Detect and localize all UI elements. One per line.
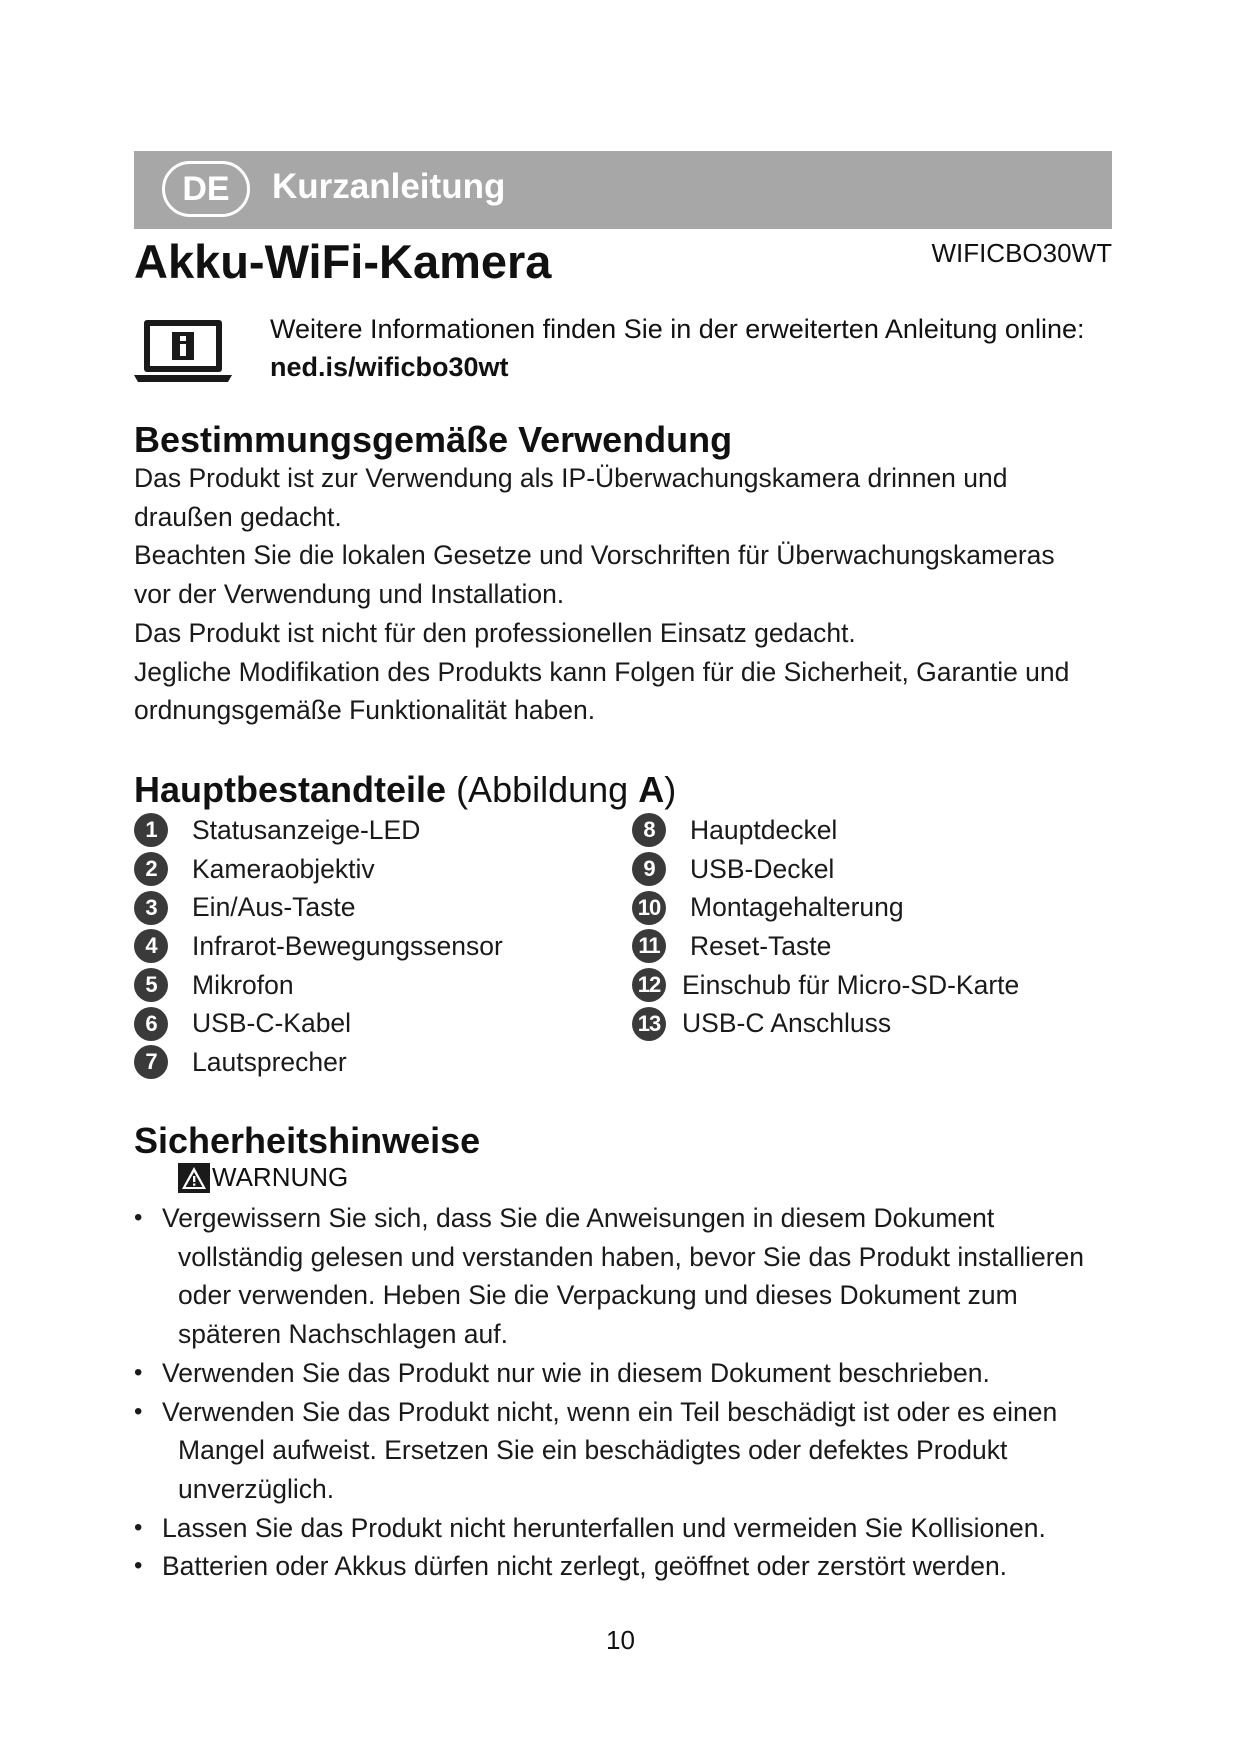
safety-bullet-list bbox=[134, 1199, 1124, 1586]
safety-bullet-text: • Batterien oder Akkus dürfen nicht zerlegt, geöffnet oder zerstört werden. bbox=[162, 1551, 1008, 1582]
laptop-info-icon bbox=[134, 318, 232, 384]
part-label: Mikrofon bbox=[192, 969, 294, 1000]
part-number-badge: 12 bbox=[632, 968, 666, 1002]
part-number-badge: 9 bbox=[632, 852, 666, 886]
part-number-badge: 11 bbox=[632, 929, 666, 963]
model-code: WIFICBO30WT bbox=[931, 238, 1112, 268]
part-item bbox=[632, 1004, 1019, 1043]
part-item bbox=[134, 850, 503, 889]
part-label: Statusanzeige-LED bbox=[192, 814, 421, 845]
info-url[interactable]: ned.is/wificbo30wt bbox=[270, 352, 509, 382]
safety-bullet bbox=[134, 1354, 1124, 1393]
part-item bbox=[632, 927, 1019, 966]
part-item bbox=[632, 966, 1019, 1005]
main-parts-heading bbox=[134, 769, 676, 811]
part-number-badge: 5 bbox=[134, 968, 168, 1002]
part-label: USB-C Anschluss bbox=[682, 1008, 892, 1039]
part-item bbox=[134, 811, 503, 850]
part-item bbox=[632, 850, 1019, 889]
part-label: Infrarot-Bewegungssensor bbox=[192, 930, 503, 961]
intended-use-paragraph: Beachten Sie die lokalen Gesetze und Vorschriften für Überwachungskameras vor der Verwendung und Installation. bbox=[134, 540, 1055, 610]
part-item bbox=[134, 1004, 503, 1043]
part-item bbox=[134, 888, 503, 927]
safety-bullet-text: • Verwenden Sie das Produkt nicht, wenn ein Teil beschädigt ist oder es einen Mangel aufweist. Ersetzen Sie ein beschädigtes oder defektes Produkt unverzüglich. bbox=[162, 1396, 1058, 1504]
part-number-badge: 4 bbox=[134, 929, 168, 963]
intended-use-heading: Bestimmungsgemäße Verwendung bbox=[134, 419, 733, 460]
part-number-badge: 7 bbox=[134, 1045, 168, 1079]
intended-use-paragraph: Das Produkt ist zur Verwendung als IP-Überwachungskamera drinnen und draußen gedacht. bbox=[134, 463, 1008, 532]
product-title: Akku-WiFi-Kamera bbox=[134, 235, 552, 288]
safety-bullet bbox=[134, 1199, 1124, 1354]
safety-bullet-text: • Vergewissern Sie sich, dass Sie die Anweisungen in diesem Dokument vollständig gelesen und verstanden haben, bevor Sie das Produkt installieren oder verwenden. Heben Sie die Verpackung und dieses Dokument zum späteren Nachschlagen auf. bbox=[162, 1203, 1085, 1350]
part-label: Lautsprecher bbox=[192, 1046, 347, 1077]
page-number: 10 bbox=[606, 1625, 635, 1655]
part-item bbox=[134, 966, 503, 1005]
intended-use-paragraph: Das Produkt ist nicht für den professionellen Einsatz gedacht. bbox=[134, 617, 856, 648]
info-text: Weitere Informationen finden Sie in der erweiterten Anleitung online: bbox=[270, 314, 1085, 344]
safety-bullet-text: • Lassen Sie das Produkt nicht herunterfallen und vermeiden Sie Kollisionen. bbox=[162, 1512, 1046, 1543]
part-item bbox=[632, 811, 1019, 850]
part-item bbox=[134, 1043, 503, 1082]
safety-bullet bbox=[134, 1547, 1124, 1586]
figure-ref-letter: A bbox=[638, 769, 665, 810]
safety-bullet bbox=[134, 1393, 1124, 1509]
part-number-badge: 1 bbox=[134, 813, 168, 847]
warning-line bbox=[178, 1162, 348, 1193]
safety-heading: Sicherheitshinweise bbox=[134, 1120, 481, 1161]
warning-label: WARNUNG bbox=[212, 1162, 349, 1192]
part-label: USB-C-Kabel bbox=[192, 1008, 352, 1039]
part-item bbox=[632, 888, 1019, 927]
intended-use-paragraph: Jegliche Modifikation des Produkts kann Folgen für die Sicherheit, Garantie und ordnungsgemäße Funktionalität haben. bbox=[134, 656, 1070, 726]
part-label: USB-Deckel bbox=[690, 853, 835, 884]
part-label: Reset-Taste bbox=[690, 930, 832, 961]
parts-list-right bbox=[632, 811, 1019, 1043]
header-title: Kurzanleitung bbox=[272, 167, 506, 206]
part-label: Ein/Aus-Taste bbox=[192, 892, 356, 923]
safety-bullet bbox=[134, 1509, 1124, 1548]
part-number-badge: 8 bbox=[632, 813, 666, 847]
part-number-badge: 10 bbox=[632, 891, 666, 925]
language-badge: DE bbox=[162, 161, 250, 217]
part-number-badge: 13 bbox=[632, 1007, 666, 1041]
figure-ref-prefix: (Abbildung bbox=[456, 769, 639, 810]
header-bar bbox=[134, 151, 1112, 229]
warning-triangle-icon bbox=[178, 1163, 210, 1193]
main-parts-title: Hauptbestandteile bbox=[134, 769, 447, 810]
safety-bullet-text: • Verwenden Sie das Produkt nur wie in diesem Dokument beschrieben. bbox=[162, 1357, 990, 1388]
part-label: Montagehalterung bbox=[690, 892, 904, 923]
part-number-badge: 2 bbox=[134, 852, 168, 886]
part-number-badge: 3 bbox=[134, 891, 168, 925]
part-label: Kameraobjektiv bbox=[192, 853, 375, 884]
part-label: Hauptdeckel bbox=[690, 814, 838, 845]
intended-use-text bbox=[134, 459, 1124, 730]
parts-list-left bbox=[134, 811, 503, 1082]
part-number-badge: 6 bbox=[134, 1007, 168, 1041]
part-item bbox=[134, 927, 503, 966]
part-label: Einschub für Micro-SD-Karte bbox=[682, 969, 1020, 1000]
figure-ref-suffix: ) bbox=[664, 769, 677, 810]
